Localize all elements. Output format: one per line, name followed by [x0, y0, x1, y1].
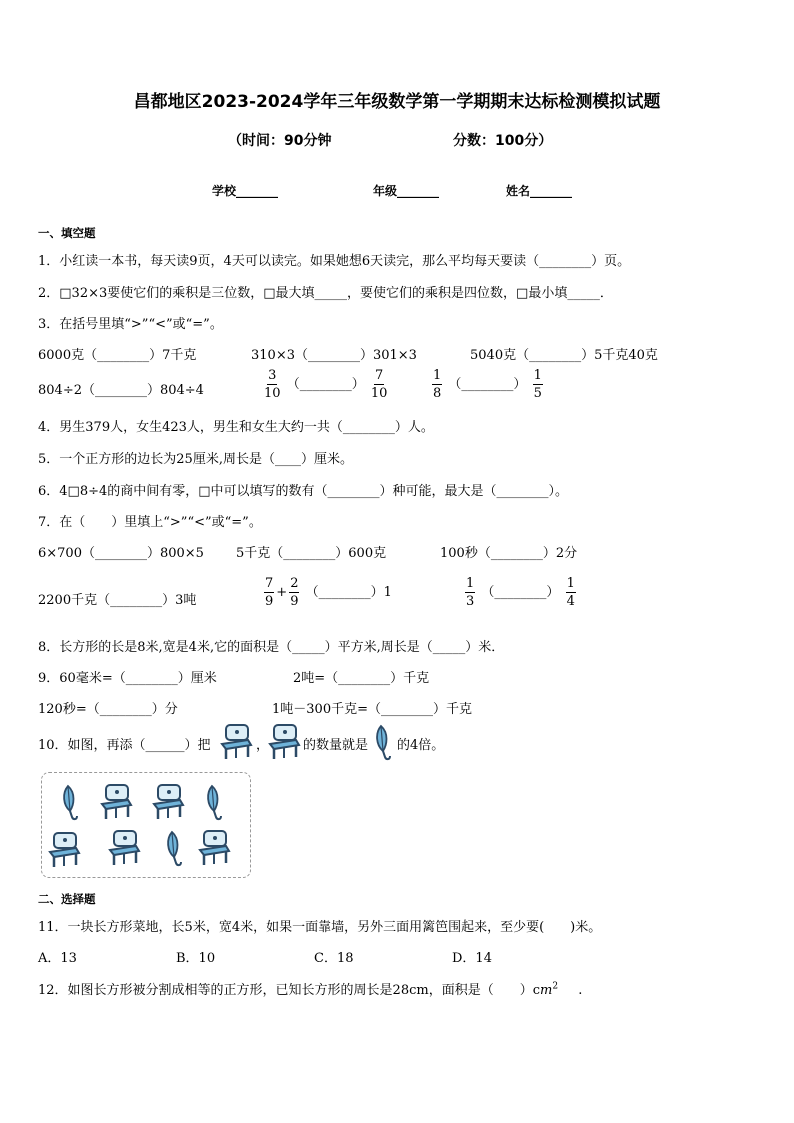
fraction: $\frac{1}{5}$ [533, 368, 542, 401]
q7-item-4: 2200千克（________）3吨 [38, 593, 197, 608]
chair-icon [266, 723, 302, 761]
q7-item-6: $\frac{1}{3}$ （________） $\frac{1}{4}$ [466, 576, 575, 609]
question-2: 2．□32×3要使它们的乘积是三位数，□最大填_____，要使它们的乘积是四位数，□最小填_____． [38, 286, 613, 301]
fraction: $\frac{7}{9}$ [265, 576, 274, 609]
question-1: 1．小红读一本书，每天读9页，4天可以读完。如果她想6天读完，那么平均每天要读（________）页。 [38, 254, 631, 269]
q11-option-c[interactable]: C．18 [314, 951, 354, 966]
q3-item-1: 6000克（________）7千克 [38, 348, 197, 363]
q11-option-d[interactable]: D．14 [452, 951, 492, 966]
question-10: 10．如图，再添（______）把 [38, 738, 211, 753]
q3-item-4: 804÷2（________）804÷4 [38, 383, 204, 398]
question-6: 6．4□8÷4的商中间有零，□中可以填写的数有（________）种可能，最大是（________）。 [38, 484, 569, 499]
q10-text-mid: 的数量就是 [303, 738, 369, 753]
fraction: $\frac{1}{3}$ [466, 576, 475, 609]
question-7: 7．在（ ）里填上“>”“<”或“=”。 [38, 515, 262, 530]
fraction: $\frac{7}{10}$ [370, 368, 388, 401]
q9-item-4: 1吨－300千克=（________）千克 [272, 702, 472, 717]
question-9: 9．60毫米=（________）厘米 [38, 671, 217, 686]
q9-item-2: 2吨=（________）千克 [293, 671, 430, 686]
umbrella-icon [373, 723, 397, 761]
question-8: 8．长方形的长是8米,宽是4米,它的面积是（_____）平方米,周长是（_____）米． [38, 640, 505, 655]
q3-item-6: $\frac{1}{8}$ （________） $\frac{1}{5}$ [433, 368, 542, 401]
q10-comma: ， [256, 738, 270, 753]
q7-item-5: $\frac{7}{9}$ + $\frac{2}{9}$ （________）1 [265, 576, 392, 609]
q7-item-3: 100秒（________）2分 [440, 546, 578, 561]
score-label: 分数：100分） [453, 133, 553, 149]
umbrella-icon [168, 832, 181, 865]
q11-option-b[interactable]: B．10 [176, 951, 216, 966]
question-4: 4．男生379人，女生423人，男生和女生大约一共（________）人。 [38, 420, 434, 435]
fraction: $\frac{2}{9}$ [290, 576, 299, 609]
q3-item-2: 310×3（________）301×3 [251, 348, 417, 363]
grade-field[interactable]: 年级_______ [373, 184, 440, 198]
chair-icon [154, 785, 183, 819]
question-3: 3．在括号里填“>”“<”或“=”。 [38, 317, 223, 332]
fraction: $\frac{1}{8}$ [433, 368, 442, 401]
question-12: 12．如图长方形被分割成相等的正方形，已知长方形的周长是28cm，面积是（ ）$cm^2$ . [38, 981, 583, 998]
q7-item-1: 6×700（________）800×5 [38, 546, 204, 561]
fraction: $\frac{1}{4}$ [566, 576, 575, 609]
page-title: 昌都地区2023-2024学年三年级数学第一学期期末达标检测模拟试题 [133, 92, 661, 112]
umbrella-icon [208, 786, 221, 819]
q10-text-end: 的4倍。 [397, 738, 445, 753]
q7-item-2: 5千克（________）600克 [236, 546, 387, 561]
question-11: 11．一块长方形菜地，长5米，宽4米，如果一面靠墙，另外三面用篱笆围起来，至少要( )米。 [38, 920, 602, 935]
chair-icon [218, 723, 254, 761]
chair-icon [50, 833, 79, 867]
fraction: $\frac{3}{10}$ [264, 368, 281, 401]
q11-option-a[interactable]: A．13 [38, 951, 77, 966]
chair-icon [200, 831, 229, 865]
chair-icon [110, 831, 139, 865]
q3-item-3: 5040克（________）5千克40克 [470, 348, 658, 363]
name-field[interactable]: 姓名_______ [506, 184, 573, 198]
section-choice: 二、选择题 [38, 892, 96, 906]
section-fill-blank: 一、填空题 [38, 226, 96, 240]
q10-picture [42, 773, 248, 875]
chair-icon [102, 785, 131, 819]
q3-item-5: $\frac{3}{10}$ （________） $\frac{7}{10}$ [264, 368, 388, 401]
umbrella-icon [64, 786, 77, 819]
q9-item-3: 120秒=（________）分 [38, 702, 178, 717]
question-5: 5．一个正方形的边长为25厘米,周长是（____）厘米。 [38, 452, 353, 467]
school-field[interactable]: 学校_______ [212, 184, 279, 198]
time-label: （时间：90分钟 [228, 133, 332, 149]
